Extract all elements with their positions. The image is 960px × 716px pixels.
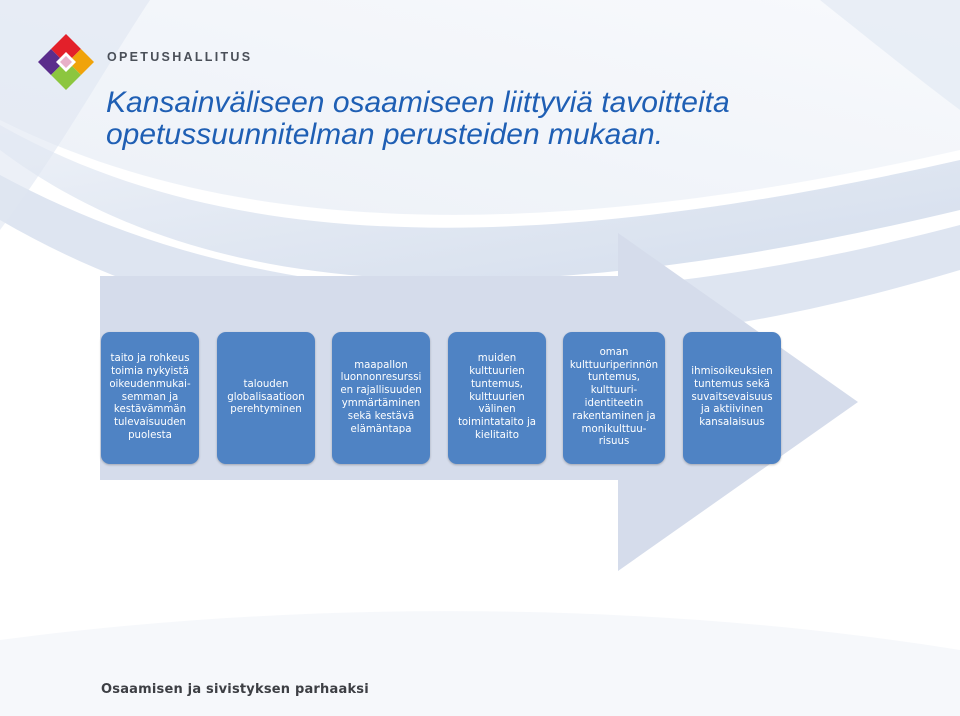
- goal-text: talouden globalisaatioon perehtyminen: [227, 378, 305, 416]
- title-line-1: Kansainväliseen osaamiseen liittyviä tavoitteita: [106, 86, 730, 119]
- goal-text: taito ja rohkeus toimia nykyistä oikeudenmukai- semman ja kestävämmän tulevaisuuden puolesta: [109, 353, 191, 441]
- goal-box-5: [563, 332, 665, 464]
- goal-text: oman kulttuuriperinnön tuntemus, kulttuuri- identiteetin rakentaminen ja monikulttuu- risuus: [569, 346, 659, 448]
- goal-box-4: [448, 332, 546, 464]
- logo-text: OPETUSHALLITUS: [107, 50, 253, 64]
- goal-text: ihmisoikeuksien tuntemus sekä suvaitsevaisuus ja aktiivinen kansalaisuus: [691, 366, 773, 429]
- goal-box-6: [683, 332, 781, 464]
- goal-text: maapallon luonnonresurssi en rajallisuuden ymmärtäminen sekä kestävä elämäntapa: [340, 359, 422, 435]
- goal-box-1: [101, 332, 199, 464]
- goal-text: muiden kulttuurien tuntemus, kulttuurien välinen toimintataito ja kielitaito: [457, 353, 537, 441]
- title-line-2: opetussuunnitelman perusteiden mukaan.: [106, 118, 664, 151]
- goal-box-3: [332, 332, 430, 464]
- goal-box-2: [217, 332, 315, 464]
- footer-slogan: Osaamisen ja sivistyksen parhaaksi: [101, 682, 369, 697]
